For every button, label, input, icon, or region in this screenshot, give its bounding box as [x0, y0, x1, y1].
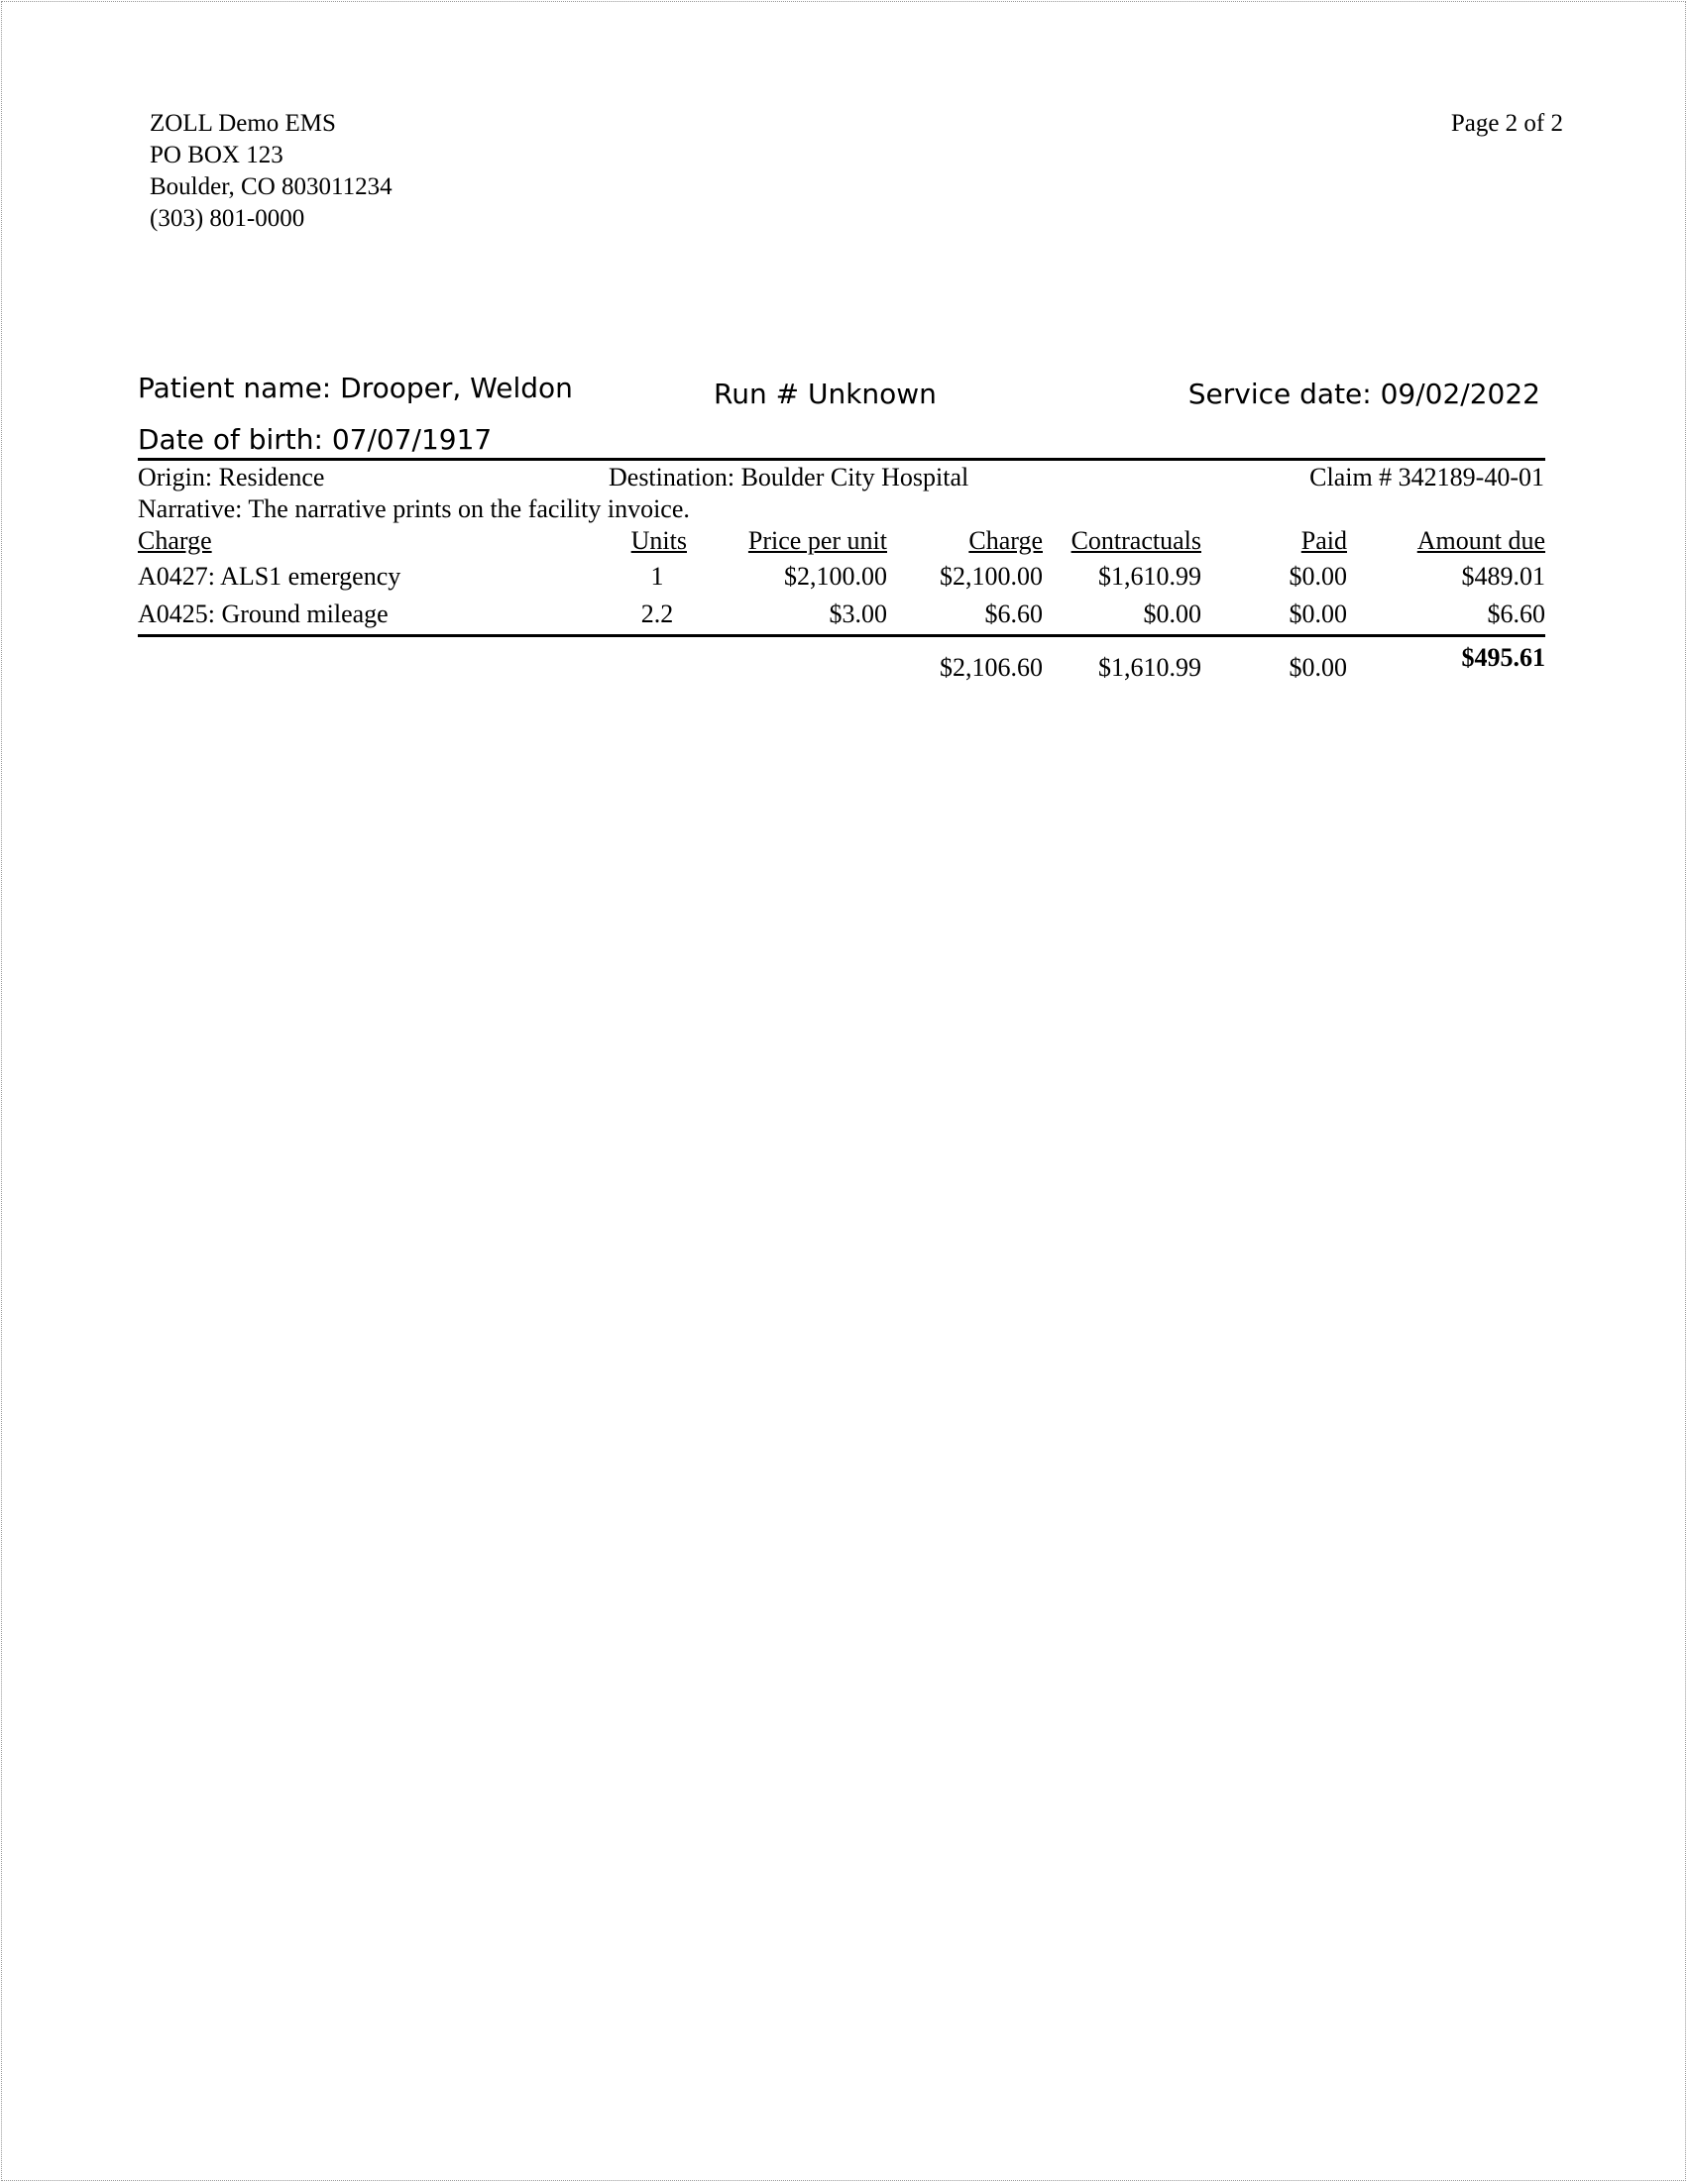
patient-name: Patient name: Drooper, Weldon [138, 372, 573, 404]
total-amount-due: $495.61 [1461, 643, 1545, 672]
row-contractuals: $1,610.99 [1098, 562, 1201, 591]
totals-divider [138, 634, 1545, 637]
header-charge: Charge [138, 526, 212, 555]
provider-address-line-1: PO BOX 123 [150, 142, 283, 168]
claim-number: Claim # 342189-40-01 [1309, 463, 1544, 491]
origin: Origin: Residence [138, 463, 325, 491]
page-number: Page 2 of 2 [1450, 110, 1563, 137]
total-paid: $0.00 [1289, 653, 1347, 682]
total-charge: $2,106.60 [940, 653, 1043, 682]
row-charge: A0427: ALS1 emergency [138, 562, 401, 591]
run-number: Run # Unknown [714, 378, 937, 410]
header-contractuals: Contractuals [1070, 526, 1201, 555]
narrative: Narrative: The narrative prints on the facility invoice. [138, 494, 690, 523]
row-charge-amount: $6.60 [984, 600, 1043, 628]
header-paid: Paid [1300, 526, 1347, 555]
row-charge-amount: $2,100.00 [940, 562, 1043, 591]
row-units: 1 [650, 562, 664, 591]
header-units: Units [630, 526, 687, 555]
row-charge: A0425: Ground mileage [138, 600, 389, 628]
row-price-per-unit: $3.00 [829, 600, 887, 628]
provider-address-block [150, 108, 393, 235]
page-border [1, 1, 1686, 2181]
provider-phone: (303) 801-0000 [150, 205, 305, 232]
destination: Destination: Boulder City Hospital [609, 463, 969, 491]
row-price-per-unit: $2,100.00 [784, 562, 887, 591]
row-amount-due: $489.01 [1461, 562, 1545, 591]
header-divider [138, 458, 1545, 461]
header-amount-due: Amount due [1416, 526, 1545, 555]
service-date: Service date: 09/02/2022 [1187, 378, 1540, 410]
total-contractuals: $1,610.99 [1098, 653, 1201, 682]
header-price-per-unit: Price per unit [747, 526, 887, 555]
row-contractuals: $0.00 [1143, 600, 1201, 628]
row-paid: $0.00 [1289, 562, 1347, 591]
date-of-birth: Date of birth: 07/07/1917 [138, 423, 493, 456]
provider-name: ZOLL Demo EMS [150, 110, 336, 137]
row-units: 2.2 [640, 600, 674, 628]
provider-address-line-2: Boulder, CO 803011234 [150, 173, 393, 200]
row-amount-due: $6.60 [1487, 600, 1545, 628]
header-charge-amount: Charge [968, 526, 1043, 555]
row-paid: $0.00 [1289, 600, 1347, 628]
